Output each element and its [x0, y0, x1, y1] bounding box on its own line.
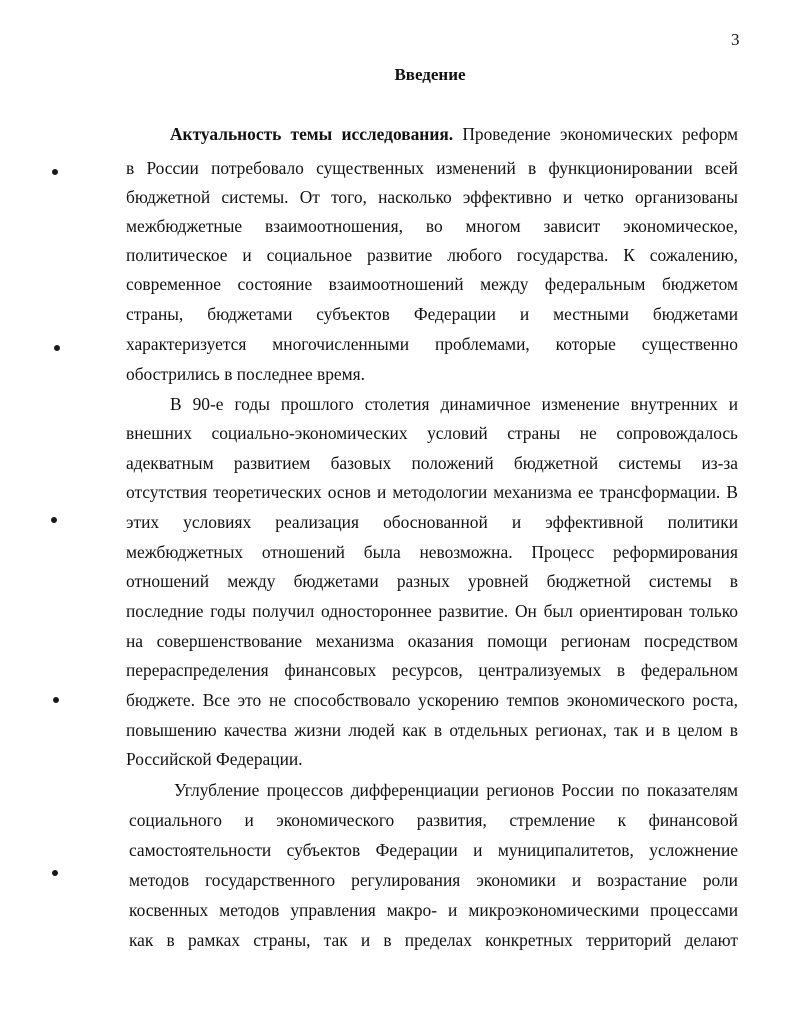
text-line: межбюджетные взаимоотношения, во многом зависит экономическое, [126, 216, 738, 236]
text-line [170, 119, 738, 149]
binding-hole-mark [52, 870, 58, 876]
text-line: внешних социально-экономических условий страны не сопровождалось [126, 423, 738, 443]
text-line: Углубление процессов дифференциации регионов России по показателям [174, 780, 738, 800]
text-line: этих условиях реализация обоснованной и эффективной политики [126, 512, 738, 532]
text-line: бюджете. Все это не способствовало ускорению темпов экономического роста, [126, 690, 738, 710]
text-line: в России потребовало существенных изменений в функционировании всей [126, 158, 738, 178]
text-line: характеризуется многочисленными проблемами, которые существенно [126, 334, 738, 354]
text-line: современное состояние взаимоотношений между федеральным бюджетом [126, 274, 738, 294]
binding-hole-mark [52, 169, 58, 175]
text-line: Российской Федерации. [126, 749, 303, 769]
text-line: повышению качества жизни людей как в отдельных регионах, так и в целом в [126, 720, 738, 740]
text-line: обострились в последнее время. [126, 364, 365, 384]
text-line: перераспределения финансовых ресурсов, централизуемых в федеральном [126, 660, 738, 680]
text-line: методов государственного регулирования экономики и возрастание роли [129, 870, 738, 890]
text-line: косвенных методов управления макро- и микроэкономическими процессами [129, 900, 738, 920]
binding-hole-mark [53, 697, 59, 703]
text-line: отсутствия теоретических основ и методологии механизма ее трансформации. В [126, 482, 738, 502]
text-line: отношений между бюджетами разных уровней бюджетной системы в [126, 571, 738, 591]
text-line: страны, бюджетами субъектов Федерации и местными бюджетами [126, 304, 738, 324]
text-line: самостоятельности субъектов Федерации и муниципалитетов, усложнение [129, 840, 738, 860]
text-line: В 90-е годы прошлого столетия динамичное изменение внутренних и [170, 394, 738, 414]
text-line: политическое и социальное развитие любого государства. К сожалению, [126, 245, 738, 265]
text-line-fragment: Проведение экономических реформ [453, 124, 739, 144]
text-line: бюджетной системы. От того, насколько эффективно и четко организованы [126, 187, 738, 207]
text-line: как в рамках страны, так и в пределах конкретных территорий делают [129, 930, 738, 950]
lead-heading: Актуальность темы исследования. [170, 124, 454, 144]
page-number: 3 [731, 30, 740, 49]
binding-hole-mark [54, 345, 60, 351]
text-line: межбюджетных отношений была невозможна. Процесс реформирования [126, 542, 738, 562]
text-line: последние годы получил одностороннее развитие. Он был ориентирован только [126, 601, 738, 621]
text-line: социального и экономического развития, стремление к финансовой [129, 810, 738, 830]
page-title: Введение [394, 65, 466, 84]
text-line: на совершенствование механизма оказания помощи регионам посредством [126, 631, 738, 651]
binding-hole-mark [51, 517, 57, 523]
text-line: адекватным развитием базовых положений бюджетной системы из-за [126, 453, 738, 473]
